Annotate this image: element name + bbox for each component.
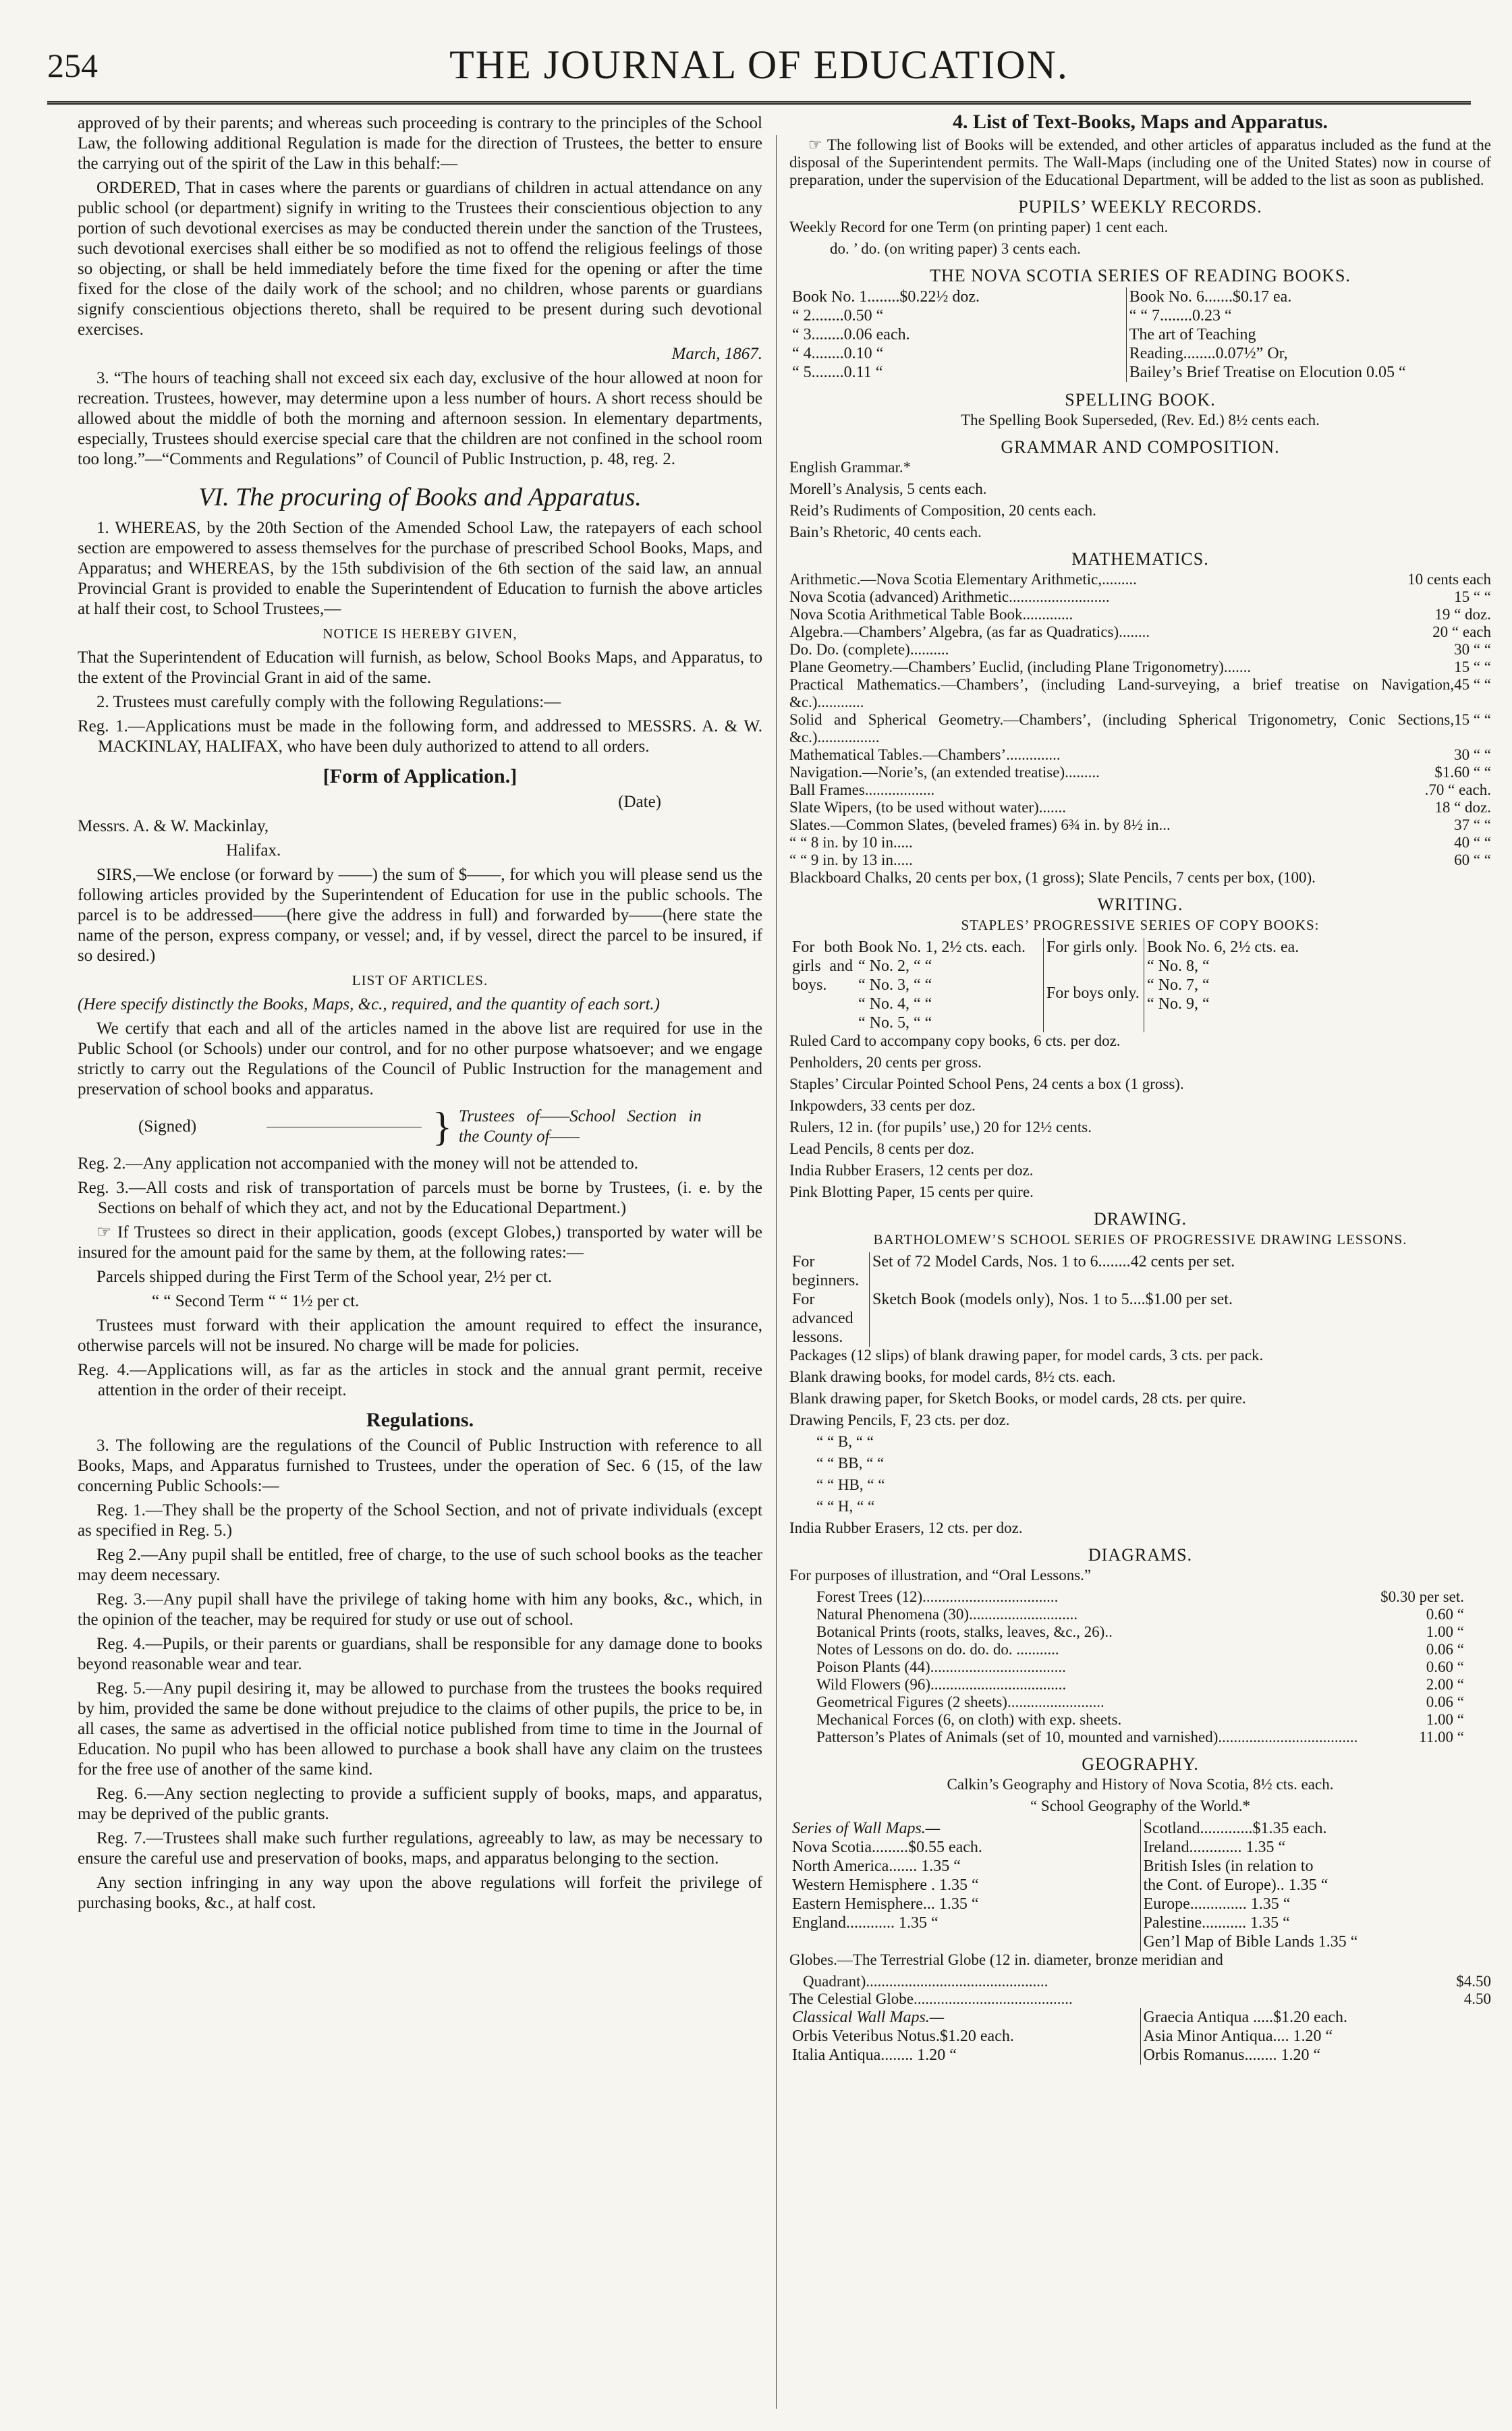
list-item: Rulers, 12 in. (for pupils’ use,) 20 for 12½ cents. (789, 1119, 1092, 1136)
item-price: $1.60 “ “ (1434, 764, 1491, 781)
text-line: Globes.—The Terrestrial Globe (12 in. diameter, bronze meridian and (789, 1951, 1223, 1968)
item-label: Algebra.—Chambers’ Algebra, (as far as Quadratics)........ (789, 623, 1150, 640)
list-heading: LIST OF ARTICLES. (352, 972, 488, 988)
certification: We certify that each and all of the articles named in the above list are required for use in the Public School (or Schools) under our control, and for no other purpose whatsoever; and we engage strictly to carry out the Regulations of the Council of Public Instruction for the management and preservation of school books and apparatus. (78, 1019, 762, 1098)
paragraph: Any section infringing in any way upon the above regulations will forfeit the privilege of purchasing books, &c., at half cost. (78, 1874, 762, 1912)
list-item: “ “ HB, “ “ (816, 1476, 885, 1493)
list-item (816, 1623, 1464, 1641)
list-item: Packages (12 slips) of blank drawing paper, for model cards, 3 cts. per pack. (789, 1347, 1264, 1364)
list-item: India Rubber Erasers, 12 cents per doz. (789, 1162, 1034, 1179)
paragraph: Trustees must forward with their application the amount required to effect the insurance, otherwise parcels will not be insured. No charge will be made for policies. (78, 1316, 762, 1355)
text-line: Calkin’s Geography and History of Nova Scotia, 8½ cts. each. (947, 1776, 1334, 1793)
notice-heading: NOTICE IS HEREBY GIVEN, (323, 625, 517, 642)
regulation: Reg. 3.—Any pupil shall have the privilege of taking home with him any books, &c., which, in the opinion of the teacher, may be required for study or use out of school. (78, 1590, 762, 1629)
form-title: [Form of Application.] (323, 765, 517, 787)
journal-title: THE JOURNAL OF EDUCATION. (449, 43, 1069, 87)
paragraph: 2. Trustees must carefully comply with the following Regulations:— (96, 693, 561, 711)
item-price: 0.06 “ (1426, 1694, 1464, 1710)
item-price: 10 cents each (1407, 571, 1491, 588)
item-label: Arithmetic.—Nova Scotia Elementary Arithmetic,......... (789, 571, 1137, 588)
list-item: Sketch Book (models only), Nos. 1 to 5....$1.00 per set. (870, 1290, 1492, 1347)
list-item: Pink Blotting Paper, 15 cents per quire. (789, 1183, 1034, 1200)
brace: } (432, 1105, 452, 1149)
item-label: Solid and Spherical Geometry.—Chambers’, (including Spherical Trigonometry, Conic Sections, &c.)................ (789, 711, 1455, 746)
regulation: Reg. 1.—Applications must be made in the following form, and addressed to MESSRS. A. & W. MACKINLAY, HALIFAX, who have been duly authorized to attend to all orders. (78, 717, 762, 756)
subheading-small: BARTHOLOMEW’S SCHOOL SERIES OF PROGRESSIVE DRAWING LESSONS. (873, 1231, 1407, 1248)
paragraph: approved of by their parents; and whereas such proceeding is contrary to the principles of the School Law, the following additional Regulation is made for the direction of Trustees, the better to ensure the carrying out of the spirit of the Law in this behalf:— (78, 114, 762, 173)
list-item: “ “ H, “ “ (816, 1498, 875, 1515)
paragraph: ☞ The following list of Books will be extended, and other articles of apparatus included as the fund at the disposal of the Superintendent permits. The Wall-Maps (including one of the United States) now in course of preparation, under the supervision of the Educational Department, will be added to the list as soon as published. (789, 136, 1491, 188)
item-price: 1.00 “ (1426, 1623, 1464, 1640)
item-price: 0.06 “ (1426, 1641, 1464, 1658)
list-item: India Rubber Erasers, 12 cts. per doz. (789, 1519, 1023, 1536)
item-label: “ “ 9 in. by 13 in..... (789, 851, 913, 868)
list-item: Book No. 1........$0.22½ doz. (792, 288, 980, 306)
regulation: Reg. 4.—Pupils, or their parents or guardians, shall be responsible for any damage done to books beyond reasonable wear and tear. (78, 1635, 762, 1673)
item-price: 60 “ “ (1454, 851, 1491, 868)
list-item (789, 764, 1491, 781)
list-item: “ No. 8, “ (1147, 957, 1210, 975)
classical-maps-table (789, 2008, 1491, 2065)
readers-table (789, 287, 1491, 382)
list-note: (Here specify distinctly the Books, Maps, &c., required, and the quantity of each sort.) (78, 995, 661, 1013)
list-item: “ No. 5, “ “ (858, 1014, 932, 1032)
item-label: Nova Scotia Arithmetical Table Book............. (789, 606, 1073, 623)
item-label: Botanical Prints (roots, stalks, leaves, &c., 26).. (816, 1623, 1113, 1640)
list-item: “ “ 7........0.23 “ (1129, 307, 1232, 325)
regulation: Reg. 3.—All costs and risk of transportation of parcels must be borne by Trustees, (i. e. by the Sections on behalf of which they act, and not by the Educational Department.) (78, 1179, 762, 1217)
item-label: Wild Flowers (96)................................... (816, 1676, 1067, 1693)
regulation: Reg. 5.—Any pupil desiring it, may be allowed to purchase from the trustees the books required by him, provided the same be done without prejudice to the claims of other pupils, the price to be, in all cases, the same as advertised in the official notice published from time to time in the Journal of Education. No pupil who has been allowed to purchase a book shall have any claim on the trustees for the free use of another of the same kind. (78, 1679, 762, 1779)
rate-line: Parcels shipped during the First Term of the School year, 2½ per ct. (96, 1268, 553, 1286)
list-item: Asia Minor Antiqua.... 1.20 “ (1143, 2028, 1333, 2045)
drawing-sets-table (789, 1252, 1491, 1347)
copy-books-table (789, 938, 1491, 1032)
item-label: Do. Do. (complete).......... (789, 641, 949, 658)
item-label: Ball Frames.................. (789, 781, 935, 798)
subheading: MATHEMATICS. (1071, 549, 1209, 569)
item-price: 45 “ “ (1454, 676, 1491, 693)
subheading: DRAWING. (1093, 1209, 1187, 1229)
item-price: 1.00 “ (1426, 1711, 1464, 1728)
list-item (789, 711, 1491, 746)
subheading: THE NOVA SCOTIA SERIES OF READING BOOKS. (930, 266, 1351, 285)
list-item: Bailey’s Brief Treatise on Elocution 0.05 “ (1129, 364, 1406, 381)
form-date: (Date) (618, 793, 661, 811)
list-item (816, 1694, 1464, 1711)
list-item: “ 3........0.06 each. (792, 326, 910, 343)
right-column (789, 113, 1491, 2065)
item-price: 30 “ “ (1454, 641, 1491, 658)
item-price: 11.00 “ (1419, 1729, 1464, 1745)
text-line: Weekly Record for one Term (on printing paper) 1 cent each. (789, 219, 1169, 235)
subheading: PUPILS’ WEEKLY RECORDS. (1018, 197, 1262, 217)
list-item: Gen’l Map of Bible Lands 1.35 “ (1143, 1933, 1358, 1951)
paragraph: 3. “The hours of teaching shall not exceed six each day, exclusive of the hour allowed at noon for recreation. Trustees, however, may determine upon a less number of hours. A short recess should be allowed about the middle of both the morning and afternoon session. In elementary departments, especially, Trustees should exercise special care that the children are not confined in the school room too long.”—“Comments and Regulations” of Council of Public Instruction, p. 48, reg. 2. (78, 369, 762, 468)
regulations-title: Regulations. (366, 1409, 474, 1431)
page-number: 254 (47, 47, 98, 84)
list-heading: Classical Wall Maps.— (792, 2009, 945, 2026)
diagrams-list (789, 1588, 1491, 1746)
list-item: Book No. 6, 2½ cts. ea. (1147, 939, 1299, 956)
item-label: Plane Geometry.—Chambers’ Euclid, (including Plane Trigonometry)....... (789, 659, 1252, 675)
item-price: 19 “ doz. (1434, 606, 1491, 623)
group-label: For boys only. (1046, 984, 1140, 1002)
address-line: Messrs. A. & W. Mackinlay, (78, 817, 269, 835)
item-label: Natural Phenomena (30)............................ (816, 1606, 1078, 1623)
list-heading: Series of Wall Maps.— (792, 1820, 941, 1837)
list-item: Scotland.............$1.35 each. (1143, 1820, 1327, 1837)
list-item: Blank drawing paper, for Sketch Books, or model cards, 28 cts. per quire. (789, 1390, 1246, 1407)
subheading: WRITING. (1097, 895, 1183, 914)
list-item: Drawing Pencils, F, 23 cts. per doz. (789, 1412, 1010, 1428)
item-label: Mathematical Tables.—Chambers’.............. (789, 746, 1061, 763)
item-label: Forest Trees (12)................................... (816, 1588, 1059, 1605)
list-item (816, 1641, 1464, 1658)
item-label: Mechanical Forces (6, on cloth) with exp. sheets. (816, 1711, 1122, 1728)
group-label: For beginners. (792, 1253, 860, 1289)
list-item: Staples’ Circular Pointed School Pens, 24 cents a box (1 gross). (789, 1075, 1184, 1092)
list-item: “ No. 9, “ (1147, 995, 1210, 1013)
list-item: Inkpowders, 33 cents per doz. (789, 1097, 976, 1114)
column-divider (776, 135, 777, 2409)
item-price: 37 “ “ (1454, 816, 1491, 833)
item-price: 30 “ “ (1454, 746, 1491, 763)
regulation: Reg. 2.—Any application not accompanied with the money will not be attended to. (78, 1154, 639, 1173)
regulation: Reg. 1.—They shall be the property of the School Section, and not of private individuals (except as specified in Reg. 5.) (78, 1501, 762, 1540)
list-item: Orbis Romanus........ 1.20 “ (1143, 2046, 1321, 2064)
list-item (789, 816, 1491, 834)
list-item (816, 1711, 1464, 1729)
group-label: For girls only. (1046, 939, 1138, 956)
list-item: Graecia Antiqua .....$1.20 each. (1143, 2009, 1348, 2026)
subheading-small: STAPLES’ PROGRESSIVE SERIES OF COPY BOOKS: (961, 917, 1320, 933)
text-line: Blackboard Chalks, 20 cents per box, (1 gross); Slate Pencils, 7 cents per box, (100). (789, 869, 1316, 886)
list-item (816, 1658, 1464, 1676)
item-price: 20 “ each (1432, 623, 1491, 640)
list-item: Penholders, 20 cents per gross. (789, 1054, 982, 1071)
list-item: England............ 1.35 “ (792, 1914, 939, 1932)
address-line: Halifax. (226, 841, 281, 860)
list-item: Lead Pencils, 8 cents per doz. (789, 1140, 974, 1157)
list-item: “ “ BB, “ “ (816, 1455, 885, 1472)
regulation: Reg. 4.—Applications will, as far as the articles in stock and the annual grant permit, receive attention in the order of their receipt. (78, 1361, 762, 1399)
list-item: British Isles (in relation to (1143, 1857, 1314, 1875)
list-item (789, 851, 1491, 869)
list-item: “ 2........0.50 “ (792, 307, 884, 325)
item-label: Slates.—Common Slates, (beveled frames) 6¾ in. by 8½ in... (789, 816, 1171, 833)
signed-label: (Signed) (138, 1117, 197, 1136)
item-price: 18 “ doz. (1434, 799, 1491, 816)
trustees-label: Trustees of——School Section in the County of—— (458, 1107, 702, 1146)
list-item (789, 588, 1491, 606)
list-item: Ireland............. 1.35 “ (1143, 1839, 1286, 1856)
item-price: 15 “ “ (1454, 659, 1491, 675)
list-item: Blank drawing books, for model cards, 8½ cts. each. (789, 1368, 1116, 1385)
subheading: GRAMMAR AND COMPOSITION. (1001, 437, 1280, 457)
page-header (47, 27, 1471, 105)
text-line: “ School Geography of the World.* (1030, 1797, 1251, 1814)
list-item: Reid’s Rudiments of Composition, 20 cents each. (789, 502, 1096, 519)
list-item: “ No. 3, “ “ (858, 976, 932, 994)
item-label: The Celestial Globe......................................... (789, 1990, 1073, 2007)
rate-line: “ “ Second Term “ “ 1½ per ct. (152, 1292, 360, 1310)
paragraph: 3. The following are the regulations of the Council of Public Instruction with reference to all Books, Maps, and Apparatus furnished to Trustees, under the operation of Sec. 6 (15, of the law concerning Public Schools:— (78, 1436, 762, 1495)
list-item: “ No. 2, “ “ (858, 957, 932, 975)
list-item: Palestine........... 1.35 “ (1143, 1914, 1290, 1932)
list-item: “ 4........0.10 “ (792, 345, 884, 362)
list-item (816, 1606, 1464, 1623)
list-item (789, 676, 1491, 711)
item-price: 0.60 “ (1426, 1606, 1464, 1623)
list-item: Reading........0.07½” Or, (1129, 345, 1288, 362)
list-item: Set of 72 Model Cards, Nos. 1 to 6........42 cents per set. (870, 1252, 1492, 1290)
list-item (789, 606, 1491, 623)
list-item (789, 1973, 1491, 1990)
group-label: For both girls and boys. (792, 939, 853, 994)
list-item: Morell’s Analysis, 5 cents each. (789, 480, 987, 497)
section-title: VI. The procuring of Books and Apparatus. (198, 483, 642, 511)
list-item: “ No. 7, “ (1147, 976, 1210, 994)
item-price: 15 “ “ (1454, 588, 1491, 605)
paragraph: That the Superintendent of Education will furnish, as below, School Books Maps, and Apparatus, to the extent of the Provincial Grant in aid of the same. (78, 648, 762, 687)
item-label: Notes of Lessons on do. do. do. ........... (816, 1641, 1059, 1658)
list-item (789, 781, 1491, 799)
list-item: “ No. 4, “ “ (858, 995, 932, 1013)
wall-maps-table (789, 1819, 1491, 1951)
list-item: Italia Antiqua........ 1.20 “ (792, 2046, 957, 2064)
subheading: DIAGRAMS. (1088, 1545, 1193, 1565)
subheading: GEOGRAPHY. (1082, 1754, 1199, 1774)
item-label: Patterson’s Plates of Animals (set of 10, mounted and varnished).................................... (816, 1729, 1358, 1745)
list-item: Orbis Veteribus Notus.$1.20 each. (792, 2028, 1014, 2045)
item-label: Slate Wipers, (to be used without water)....... (789, 799, 1067, 816)
list-item (789, 834, 1491, 851)
item-price: 0.60 “ (1426, 1658, 1464, 1675)
item-price: .70 “ each. (1424, 781, 1491, 798)
item-price: 2.00 “ (1426, 1676, 1464, 1693)
list-item: Bain’s Rhetoric, 40 cents each. (789, 524, 982, 540)
list-item (789, 571, 1491, 588)
paragraph: ☞ If Trustees so direct in their application, goods (except Globes,) transported by water will be insured for the amount paid for the same by them, at the following rates:— (78, 1223, 762, 1262)
regulation: Reg. 6.—Any section neglecting to provide a sufficient supply of books, maps, and apparatus, may be deprived of the public grants. (78, 1785, 762, 1823)
item-price: 15 “ “ (1454, 711, 1491, 728)
subheading: SPELLING BOOK. (1065, 390, 1216, 410)
list-title: 4. List of Text-Books, Maps and Apparatus. (953, 111, 1328, 133)
list-item: “ 5........0.11 “ (792, 364, 883, 381)
text-line: For purposes of illustration, and “Oral Lessons.” (789, 1567, 1092, 1584)
item-label: Poison Plants (44)................................... (816, 1658, 1066, 1675)
item-label: Nova Scotia (advanced) Arithmetic.......................... (789, 588, 1110, 605)
list-item (789, 623, 1491, 641)
list-item (789, 746, 1491, 764)
list-item: North America....... 1.35 “ (792, 1857, 961, 1875)
item-label: Navigation.—Norie’s, (an extended treatise)......... (789, 764, 1100, 781)
list-item (816, 1588, 1464, 1606)
mathematics-list (789, 571, 1491, 869)
paragraph: 1. WHEREAS, by the 20th Section of the Amended School Law, the ratepayers of each school section are empowered to assess themselves for the purchase of prescribed School Books, Maps, and Apparatus; and WHEREAS, by the 15th subdivision of the 6th section of the said law, an annual Provincial Grant is provided to enable the Superintendent of Education to furnish the above articles at half their cost, to School Trustees,— (78, 519, 762, 618)
list-item (789, 641, 1491, 659)
item-label: Practical Mathematics.—Chambers’, (including Land-surveying, a brief treatise on Navigation, &c.)............ (789, 676, 1455, 710)
list-item (816, 1729, 1464, 1746)
item-price: 4.50 (1463, 1990, 1491, 2007)
form-body: SIRS,—We enclose (or forward by ——) the sum of $——, for which you will please send us the following articles provided by the Superintendent of Education for use in the public schools. The parcel is to be addressed——(here give the address in full) and forwarded by——(here state the name of the person, express company, or vessel; and, if by vessel, direct the parcel to be insured, if so desired.) (78, 866, 762, 965)
text-line: do. ’ do. (on writing paper) 3 cents each. (830, 240, 1081, 257)
list-item: Ruled Card to accompany copy books, 6 cts. per doz. (789, 1032, 1121, 1049)
paragraph: ORDERED, That in cases where the parents or guardians of children in actual attendance on any public school (or department) signify in writing to the Trustees their conscientious objection to any portion of such devotional exercises as may be conducted therein under the sanction of the Trustees, such devotional exercises shall either be so modified as not to offend the religious feelings of those so objecting, or shall be held immediately before the time fixed for the opening or after the time fixed for the close of the daily work of the school; and no children, whose parents or guardians signify conscientious objections thereto, shall be required to be present during such devotional exercises. (78, 179, 762, 339)
list-item: English Grammar.* (789, 459, 912, 476)
list-item: “ “ B, “ “ (816, 1433, 874, 1450)
text-line: The Spelling Book Superseded, (Rev. Ed.) 8½ cents each. (961, 412, 1320, 428)
item-label: Geometrical Figures (2 sheets)......................... (816, 1694, 1104, 1710)
item-price: $4.50 (1456, 1973, 1491, 1990)
list-item: Western Hemisphere . 1.35 “ (792, 1876, 979, 1894)
list-item: Book No. 6.......$0.17 ea. (1129, 288, 1292, 306)
item-label: “ “ 8 in. by 10 in..... (789, 834, 913, 851)
item-price: 40 “ “ (1454, 834, 1491, 851)
list-item: Eastern Hemisphere... 1.35 “ (792, 1895, 979, 1913)
left-column (78, 113, 762, 1918)
list-item: the Cont. of Europe).. 1.35 “ (1143, 1876, 1328, 1894)
list-item (816, 1676, 1464, 1694)
group-label: For advanced lessons. (792, 1291, 853, 1346)
item-price: $0.30 per set. (1380, 1588, 1464, 1605)
list-item (789, 1990, 1491, 2008)
list-item: Book No. 1, 2½ cts. each. (858, 939, 1026, 956)
list-item (789, 799, 1491, 816)
list-item (789, 659, 1491, 676)
list-item: The art of Teaching (1129, 326, 1256, 343)
regulation: Reg. 7.—Trustees shall make such further regulations, agreeably to law, as may be necessary to ensure the careful use and preservation of books, maps, and apparatus belonging to the section. (78, 1829, 762, 1868)
date-line: March, 1867. (671, 345, 762, 363)
item-label: Quadrant)............................................... (803, 1973, 1048, 1990)
signature-block (78, 1107, 762, 1147)
regulation: Reg 2.—Any pupil shall be entitled, free of charge, to the use of such school books as the teacher may deem necessary. (78, 1546, 762, 1584)
list-item: Europe.............. 1.35 “ (1143, 1895, 1291, 1913)
list-item: Nova Scotia.........$0.55 each. (792, 1839, 982, 1856)
